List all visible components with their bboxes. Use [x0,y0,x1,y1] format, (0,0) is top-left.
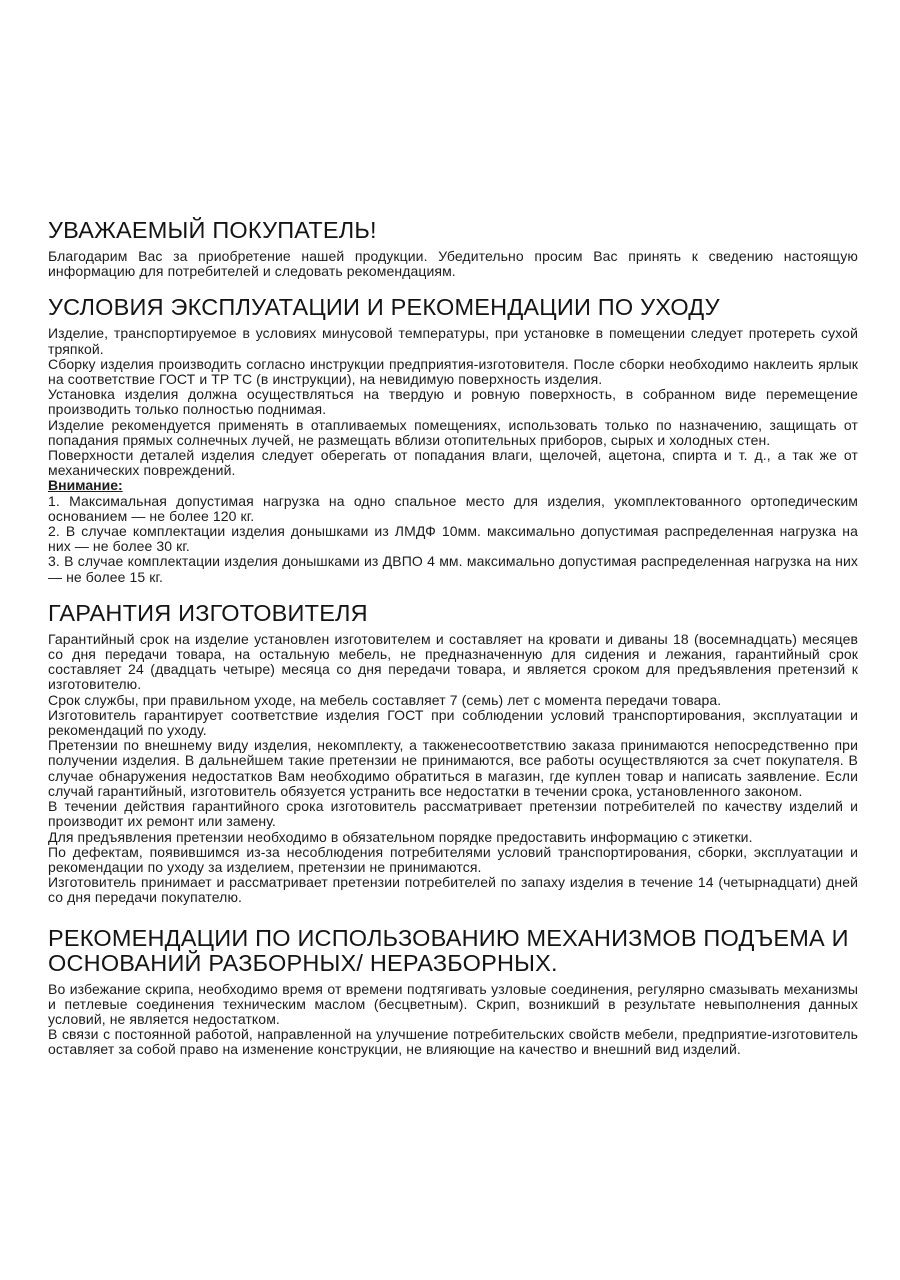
section-mechanisms-heading: РЕКОМЕНДАЦИИ ПО ИСПОЛЬЗОВАНИЮ МЕХАНИЗМОВ ПОДЪЕМА И ОСНОВАНИЙ РАЗБОРНЫХ/ НЕРАЗБОРНЫХ. [48,924,849,976]
section-warranty-heading: ГАРАНТИЯ ИЗГОТОВИТЕЛЯ [48,599,368,626]
paragraph: Поверхности деталей изделия следует оберегать от попадания влаги, щелочей, ацетона, спирта и т. д., а так же от механических повреждений. [48,447,858,479]
paragraph: В связи с постоянной работой, направленной на улучшение потребительских свойств мебели, предприятие-изготовитель оставляет за собой право на изменение конструкции, не влияющие на качество и внешний вид изделий. [48,1026,858,1058]
paragraph: Изделие, транспортируемое в условиях минусовой температуры, при установке в помещении следует протереть сухой тряпкой. [48,325,858,357]
paragraph: По дефектам, появившимся из-за несоблюдения потребителями условий транспортирования, сборки, эксплуатации и рекомендации по уходу за изделием, претензии не принимаются. [48,843,858,875]
section-usage-heading: УСЛОВИЯ ЭКСПЛУАТАЦИИ И РЕКОМЕНДАЦИИ ПО УХОДУ [48,294,720,321]
attention-item: 1. Максимальная допустимая нагрузка на одно спальное место для изделия, укомплектованного ортопедическим основанием — не более 120 кг. [48,492,858,524]
section-mechanisms [48,926,858,1058]
section-usage-body [48,326,858,584]
paragraph: Установка изделия должна осуществляться на твердую и ровную поверхность, в собранном виде перемещение производить только полностью поднимая. [48,386,858,418]
section-warranty [48,601,858,906]
paragraph: Изделие рекомендуется применять в отапливаемых помещениях, использовать только по назначению, защищать от попадания прямых солнечных лучей, не размещать вблизи отопительных приборов, сырых и холодных стен. [48,416,858,448]
paragraph: Во избежание скрипа, необходимо время от времени подтягивать узловые соединения, регулярно смазывать механизмы и петлевые соединения техническим маслом (бесцветным). Скрип, возникший в результате невыполнения данных условий, не является недостатком. [48,980,858,1027]
paragraph: Срок службы, при правильном уходе, на мебель составляет 7 (семь) лет с момента передачи товара. [48,691,722,708]
paragraph: Для предъявления претензии необходимо в обязательном порядке предоставить информацию с этикетки. [48,828,753,845]
attention-item: 3. В случае комплектации изделия донышками из ДВПО 4 мм. максимально допустимая распределенная нагрузка на них — не более 15 кг. [48,553,858,585]
paragraph: Изготовитель гарантирует соответствие изделия ГОСТ при соблюдении условий транспортирования, эксплуатации и рекомендаций по уходу. [48,706,858,739]
section-usage-conditions [48,295,858,584]
section-mechanisms-body [48,982,858,1058]
paragraph: В течении действия гарантийного срока изготовитель рассматривает претензии потребителей по качеству изделий и производит их ремонт или замену. [48,798,858,830]
section-warranty-body [48,632,858,906]
paragraph: Изготовитель принимает и рассматривает претензии потребителей по запаху изделия в течение 14 (четырнадцати) дней со дня передачи покупателю. [48,874,858,906]
section-welcome-body [48,249,858,279]
section-welcome-heading: УВАЖАЕМЫЙ ПОКУПАТЕЛЬ! [48,217,377,243]
paragraph: Гарантийный срок на изделие установлен изготовителем и составляет на кровати и диваны 18 (восемнадцать) месяцев со дня передачи товара, на остальную мебель, не предназначенную для сидения и лежания, гарантийный срок составляет 24 (двадцать четыре) месяца со дня передачи товара, и является сроком для предъявления претензий к изготовителю. [48,630,858,693]
paragraph: Претензии по внешнему виду изделия, некомплекту, а такженесоответствию заказа принимаются непосредственно при получении изделия. В дальнейшем такие претензии не принимаются, все работы осуществляются за счет покупателя. В случае обнаружения недостатков Вам необходимо обратиться в магазин, где куплен товар и написать заявление. Если случай гарантийный, изготовитель обязуется устранить все недостатки в течении срока, установленного законом. [48,737,858,799]
attention-label: Внимание: [48,477,123,494]
paragraph: Благодарим Вас за приобретение нашей продукции. Убедительно просим Вас принять к сведению настоящую информацию для потребителей и следовать рекомендациям. [48,248,858,280]
paragraph: Сборку изделия производить согласно инструкции предприятия-изготовителя. После сборки необходимо наклеить ярлык на соответствие ГОСТ и ТР ТС (в инструкции), на невидимую поверхность изделия. [48,355,858,388]
section-welcome [48,218,858,279]
attention-item: 2. В случае комплектации изделия донышками из ЛМДФ 10мм. максимально допустимая распределенная нагрузка на них — не более 30 кг. [48,523,858,555]
